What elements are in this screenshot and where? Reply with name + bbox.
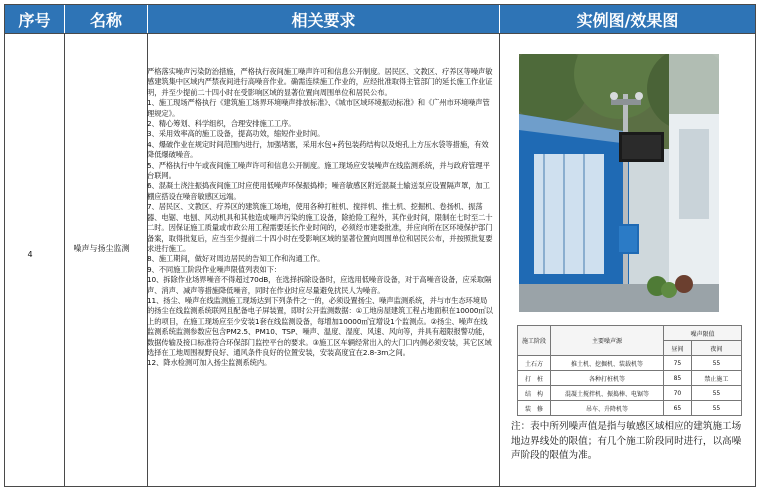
noise-day: 70	[664, 386, 692, 401]
noise-head-source: 主要噪声源	[551, 326, 664, 356]
header-requirements: 相关要求	[148, 5, 500, 33]
requirements-text: 严格落实噪声污染防治措施，严格执行夜间施工噪声许可和信息公开制度。居民区、文教区、疗养区等噪声敏感建筑集中区域内严禁夜间进行高噪音作业。确需连续施工作业的，应经批准取得主管部门的延长施工作业证明，并至少提前二十四小时在受影响区域的显著位置向周围单位和居民公布。 1、施工现场严格执行《建筑施工场界环境噪声排放标准》、《城市区域环境振动标准》和《广州市环境噪声管理规定》。 2、精心筹划、科学组织，合理安排施工工序。 3、采用效率高的施工设备，提高功效，缩短作业时间。 4、爆破作业在规定时间范围内进行，加强堵塞，采用水包+药包装药结构以及炮孔上方压水袋等措施，有效降低爆破噪音。 5、严格执行中午或夜间施工噪声许可和信息公开制度。施工现场应安装噪声在线监测系统，并与政府管理平台联网。 6、混凝土浇注振捣夜间施工时应使用低噪声环保振捣棒；噪音敏感区附近混凝土输送泵应设置隔声罩，加工棚应搭设在噪音敏感区远端。 7、居民区、文教区、疗养区的建筑施工场地，使用各种打桩机、搅拌机、推土机、挖掘机、卷扬机、振荡器、电锯、电刨、风动机具和其他造成噪声污染的施工设备，除抢险工程外，其作业时间，限制在七时至二十二时。因保证施工质量或市政公用工程需要延长作业时间的，必须经市建委批准，并应向所在区环境保护部门备案，取得批复后，应当至少提前二十四小时在受影响区域的显著位置向周围单位和居民公布，并按照批复要求进行施工。 8、施工期间，做好对周边居民的告知工作和沟通工作。 9、不同施工阶段作业噪声限值列表如下： 10、拆除作业场界噪音不得超过70dB，在选择拆除设备时，应选用低噪音设备，对于高噪音设备，应采取隔声、消声、减声等措施降低噪音，同时在作业时应尽量避免扰民人为噪音。 11、扬尘、噪声在线监测施工现场达到下列条件之一的，必须设置扬尘、噪声监测系统，并与市生态环境局的扬尘在线监测系统联网且配备电子屏装置，即时公开监测数据：①工地房屋建筑工程占地面积在10000㎡以上的项目，在施工现场应至少安装1套在线监测设备，每增加10000㎡宜增设1个监测点。②扬尘、噪声在线监测系统监测参数应包含PM2.5、PM10、TSP、噪声、温度、湿度、风速、风向等，并具有超限报警功能，数据传输及接口标准符合环保部门监控平台的要求。③施工区车辆经常出入的大门口内侧必须安装，其它区域选择在工地周围视野良好、通风条件良好的位置安装，安装高度宜在2.8-3m之间。 12、降水检测可加入扬尘监测系统内。	[147, 67, 493, 368]
noise-note: 注：表中所列噪声值是指与敏感区域相应的建筑施工场地边界线处的限值；有几个施工阶段同时进行，以高噪声阶段的限值为准。	[511, 421, 742, 461]
row-name: 噪声与扬尘监测	[73, 244, 130, 253]
noise-stage: 结 构	[518, 386, 551, 401]
noise-dust-monitor-photo	[519, 54, 719, 312]
noise-head-limit: 噪声限值	[664, 326, 742, 341]
noise-row	[518, 371, 742, 386]
noise-source: 推土机、挖掘机、装载机等	[551, 356, 664, 371]
noise-night: 55	[691, 386, 741, 401]
noise-day: 65	[664, 401, 692, 416]
column-divider	[64, 33, 65, 486]
noise-source: 混凝土搅拌机、振捣棒、电锯等	[551, 386, 664, 401]
noise-row	[518, 356, 742, 371]
noise-day: 85	[664, 371, 692, 386]
noise-night: 55	[691, 356, 741, 371]
noise-night: 禁止施工	[691, 371, 741, 386]
noise-head-day: 昼间	[664, 341, 692, 356]
noise-limit-table	[517, 325, 742, 416]
header-divider	[5, 33, 755, 34]
noise-stage: 装 修	[518, 401, 551, 416]
noise-day: 75	[664, 356, 692, 371]
header-name: 名称	[65, 5, 148, 33]
noise-night: 55	[691, 401, 741, 416]
noise-row	[518, 386, 742, 401]
noise-stage: 打 桩	[518, 371, 551, 386]
noise-stage: 土石方	[518, 356, 551, 371]
noise-head-night: 夜间	[691, 341, 741, 356]
noise-source: 吊车、升降机等	[551, 401, 664, 416]
noise-head-stage: 施工阶段	[518, 326, 551, 356]
column-divider	[499, 33, 500, 486]
row-number: 4	[27, 250, 33, 259]
header-example-image: 实例图/效果图	[500, 5, 755, 33]
noise-source: 各种打桩机等	[551, 371, 664, 386]
noise-row	[518, 401, 742, 416]
header-serial: 序号	[5, 5, 65, 33]
